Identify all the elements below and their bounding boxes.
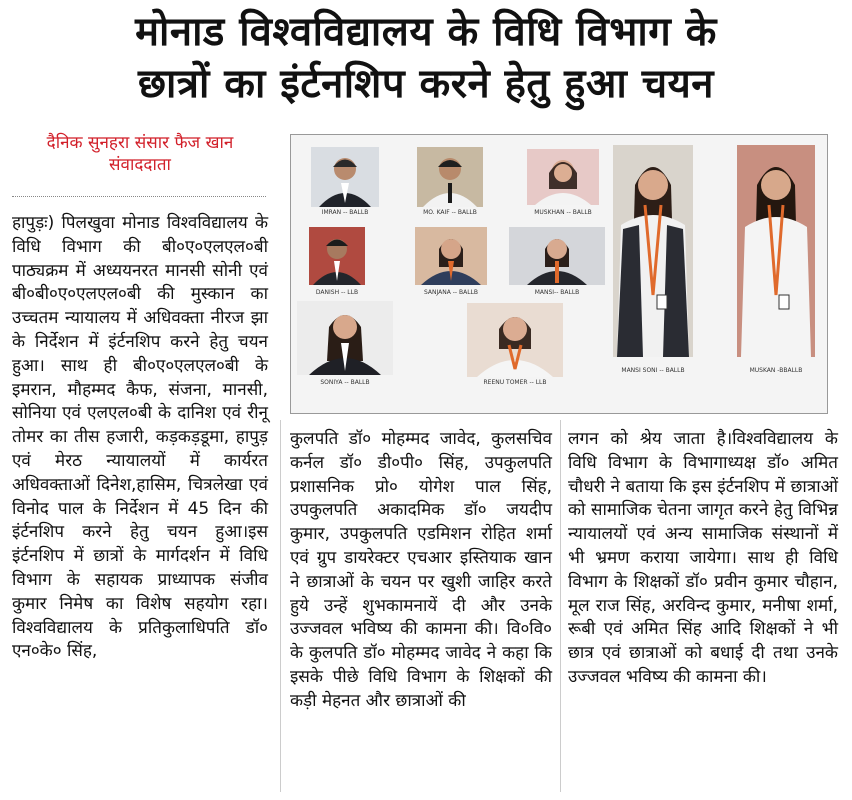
article-paragraph-2: कुलपति डॉ० मोहम्मद जावेद, कुलसचिव कर्नल डॉ० डी०पी० सिंह, उपकुलपति प्रशासनिक प्रो० योगेश पाल सिंह, उपकुलपति अकादमिक डॉ० जयदीप कुमार, उपकुलपति एडमिशन रोहित शर्मा एवं ग्रुप डायरेक्टर एचआर इस्तियाक खान ने छात्राओं के चयन पर खुशी जाहिर करते हुये उन्हें शुभकामनायें दी और उनके उज्जवल भविष्य की कामना की। वि०वि० के कुलपति डॉ० मोहम्मद जावेद ने कहा कि इसके पीछे विधि विभाग के शिक्षकों की कड़ी मेहनत और छात्राओं की [290, 429, 552, 711]
student-photo-collage [290, 134, 828, 414]
student-photo-imran [311, 147, 379, 207]
headline-line-2: छात्रों का इंर्टनशिप करने हेतु हुआ चयन [138, 61, 714, 107]
student-photo-muskhan [527, 149, 599, 205]
student-photo-mansi [509, 227, 605, 285]
headline [0, 6, 852, 110]
photo-caption: IMRAN -- BALLB [321, 209, 369, 216]
student-photo-mansi-soni [613, 145, 693, 357]
photo-caption: DANISH -- LLB [315, 289, 359, 296]
photo-caption: SANJANA -- BALLB [423, 289, 479, 296]
article-column-3 [568, 428, 838, 690]
byline-reporter: दैनिक सुनहरा संसार फैज खान [46, 133, 234, 153]
column-divider [560, 420, 561, 792]
student-photo-soniya [297, 301, 393, 375]
student-photo-muskan [737, 145, 815, 357]
byline-divider [12, 196, 266, 197]
student-photo-reenu-tomer [467, 303, 563, 377]
student-photo-danish [309, 227, 365, 285]
article-paragraph-1: हापुड़ः) पिलखुवा मोनाड विश्वविद्यालय के विधि विभाग की बी०ए०एलएल०बी पाठ्यक्रम में अध्ययनरत मानसी सोनी एवं बी०बी०ए०एलएल०बी की मुस्कान का उच्चतम न्यायालय में अधिवक्ता नीरज झा के निर्देशन में इंर्टनशिप करने हेतु चयन हुआ। साथ ही बी०ए०एलएल०बी के इमरान, मौहम्मद कैफ, संजना, मानसी, सोनिया एवं एलएल०बी के दानिश एवं रीनू तोमर का तीस हजारी, कड़कड़डूमा, हापुड़ एवं मेरठ न्यायालयों में कार्यरत अधिवक्ताओं दिनेश,हासिम, चित्रलेखा एवं विनोद पाल के निर्देशन में 45 दिन की इंर्टनशिप करने हेतु चयन हुआ।इस इंर्टनशिप में छात्रों के मार्गदर्शन में विधि विभाग के सहायक प्राध्यापक संजीव कुमार निमेष का विशेष सहयोग रहा।विश्वविद्यालय के प्रतिकुलाधिपति डॉ० एन०के० सिंह, [12, 213, 268, 662]
article-column-2 [290, 428, 552, 714]
photo-caption: MUSKAN -BBALLB [749, 367, 803, 374]
byline [14, 132, 266, 176]
photo-caption: MUSKHAN -- BALLB [534, 209, 592, 216]
photo-caption: MO. KAIF -- BALLB [423, 209, 477, 216]
headline-line-1: मोनाड विश्वविद्यालय के विधि विभाग के [135, 9, 717, 55]
photo-caption: MANSI-- BALLB [534, 289, 580, 296]
student-photo-kaif [417, 147, 483, 207]
column-divider [280, 420, 281, 792]
photo-caption: REENU TOMER -- LLB [483, 379, 547, 386]
photo-caption: SONIYA -- BALLB [320, 379, 370, 386]
photo-caption: MANSI SONI -- BALLB [621, 367, 685, 374]
byline-role: संवाददाता [109, 155, 171, 175]
article-column-1 [12, 212, 268, 664]
article-paragraph-3: लगन को श्रेय जाता है।विश्वविद्यालय के विधि विभाग के विभागाध्यक्ष डॉ० अमित चौधरी ने बताया कि इस इंर्टनशिप में छात्राओं को सामाजिक चेतना जागृत करने हेतु विभिन्न न्यायालयों एवं अन्य सामाजिक संस्थानों में भी भ्रमण कराया जायेगा। साथ ही विधि विभाग के शिक्षकों डॉ० प्रवीन कुमार चौहान, मूल राज सिंह, अरविन्द कुमार, मनीषा शर्मा, रूबी एवं अमित सिंह आदि शिक्षकों ने भी छात्र एवं छात्राओं को बधाई दी तथा उनके उज्जवल भविष्य की कामना की। [568, 429, 838, 687]
student-photo-sanjana [415, 227, 487, 285]
